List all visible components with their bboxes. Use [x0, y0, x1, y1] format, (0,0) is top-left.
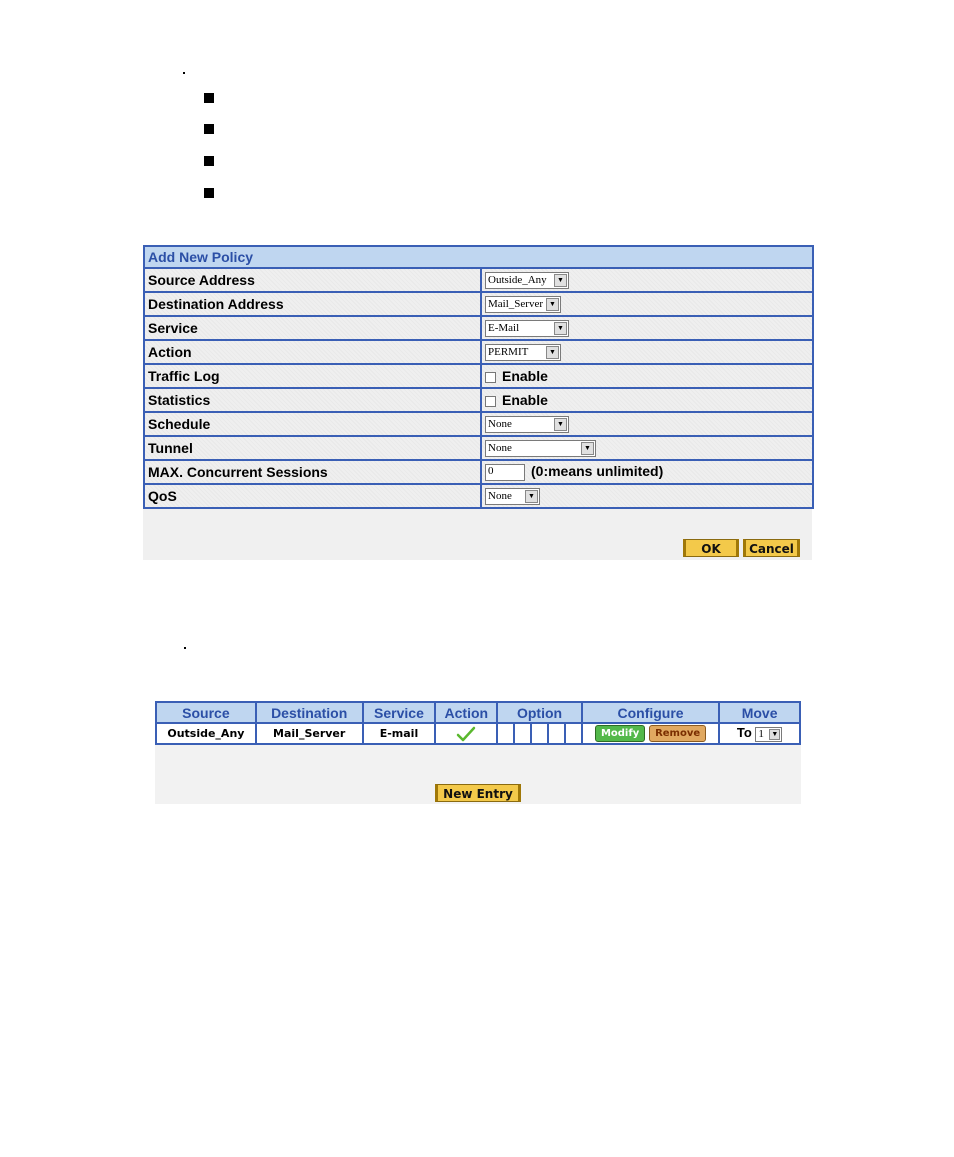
bullet-dot: [183, 72, 185, 74]
new-entry-button[interactable]: New Entry: [435, 784, 521, 802]
col-header-move: Move: [719, 702, 800, 723]
remove-button[interactable]: Remove: [649, 725, 706, 742]
max-sessions-input[interactable]: 0: [485, 464, 525, 481]
chevron-down-icon: ▼: [546, 346, 559, 359]
cell-configure: [582, 723, 719, 744]
row-label: Source Address: [144, 268, 481, 292]
option-cell: [565, 723, 582, 744]
row-traffic-log: [144, 364, 813, 388]
row-label: Tunnel: [144, 436, 481, 460]
col-header-source: Source: [156, 702, 256, 723]
tunnel-select[interactable]: None ▼: [485, 440, 596, 457]
source-address-select[interactable]: Outside_Any ▼: [485, 272, 569, 289]
bullet-square: [204, 93, 214, 103]
col-header-service: Service: [363, 702, 436, 723]
table-header-row: [156, 702, 800, 723]
row-schedule: [144, 412, 813, 436]
row-label: Destination Address: [144, 292, 481, 316]
traffic-log-checkbox[interactable]: [485, 372, 496, 383]
cancel-button[interactable]: Cancel: [743, 539, 800, 557]
row-label: Service: [144, 316, 481, 340]
statistics-checkbox[interactable]: [485, 396, 496, 407]
option-cell: [548, 723, 565, 744]
form-title: Add New Policy: [144, 246, 813, 268]
row-tunnel: [144, 436, 813, 460]
ok-button[interactable]: OK: [683, 539, 739, 557]
row-qos: [144, 484, 813, 508]
row-max-sessions: [144, 460, 813, 484]
option-cell: [531, 723, 548, 744]
policy-list: [155, 701, 801, 804]
action-select[interactable]: PERMIT ▼: [485, 344, 561, 361]
chevron-down-icon: ▼: [554, 418, 567, 431]
modify-button[interactable]: Modify: [595, 725, 645, 742]
qos-select[interactable]: None ▼: [485, 488, 540, 505]
col-header-action: Action: [435, 702, 497, 723]
add-new-policy-form: [143, 245, 812, 560]
col-header-destination: Destination: [256, 702, 363, 723]
chevron-down-icon: ▼: [525, 490, 538, 503]
col-header-configure: Configure: [582, 702, 719, 723]
row-label: QoS: [144, 484, 481, 508]
row-label: Action: [144, 340, 481, 364]
cell-source: Outside_Any: [156, 723, 256, 744]
cell-service: E-mail: [363, 723, 436, 744]
option-cell: [497, 723, 514, 744]
row-label: Schedule: [144, 412, 481, 436]
cell-move: [719, 723, 800, 744]
checkbox-label: Enable: [502, 368, 548, 384]
policy-form-table: [143, 245, 814, 509]
row-statistics: [144, 388, 813, 412]
chevron-down-icon: ▼: [546, 298, 559, 311]
row-service: [144, 316, 813, 340]
destination-address-select[interactable]: Mail_Server ▼: [485, 296, 561, 313]
check-icon: [456, 726, 476, 742]
move-prefix: To: [736, 725, 752, 741]
table-row: [156, 723, 800, 744]
chevron-down-icon: ▼: [581, 442, 594, 455]
chevron-down-icon: ▼: [769, 729, 780, 740]
row-source-address: [144, 268, 813, 292]
row-destination-address: [144, 292, 813, 316]
bullet-square: [204, 188, 214, 198]
bullet-square: [204, 124, 214, 134]
row-label: MAX. Concurrent Sessions: [144, 460, 481, 484]
service-select[interactable]: E-Mail ▼: [485, 320, 569, 337]
max-sessions-hint: (0:means unlimited): [531, 463, 664, 480]
cell-destination: Mail_Server: [256, 723, 363, 744]
bullet-square: [204, 156, 214, 166]
chevron-down-icon: ▼: [554, 274, 567, 287]
move-select[interactable]: 1 ▼: [755, 727, 782, 742]
policy-table: [155, 701, 801, 745]
row-action: [144, 340, 813, 364]
row-label: Traffic Log: [144, 364, 481, 388]
chevron-down-icon: ▼: [554, 322, 567, 335]
cell-action: [435, 723, 497, 744]
option-cell: [514, 723, 531, 744]
checkbox-label: Enable: [502, 392, 548, 408]
schedule-select[interactable]: None ▼: [485, 416, 569, 433]
row-label: Statistics: [144, 388, 481, 412]
bullet-dot: [184, 647, 186, 649]
col-header-option: Option: [497, 702, 582, 723]
